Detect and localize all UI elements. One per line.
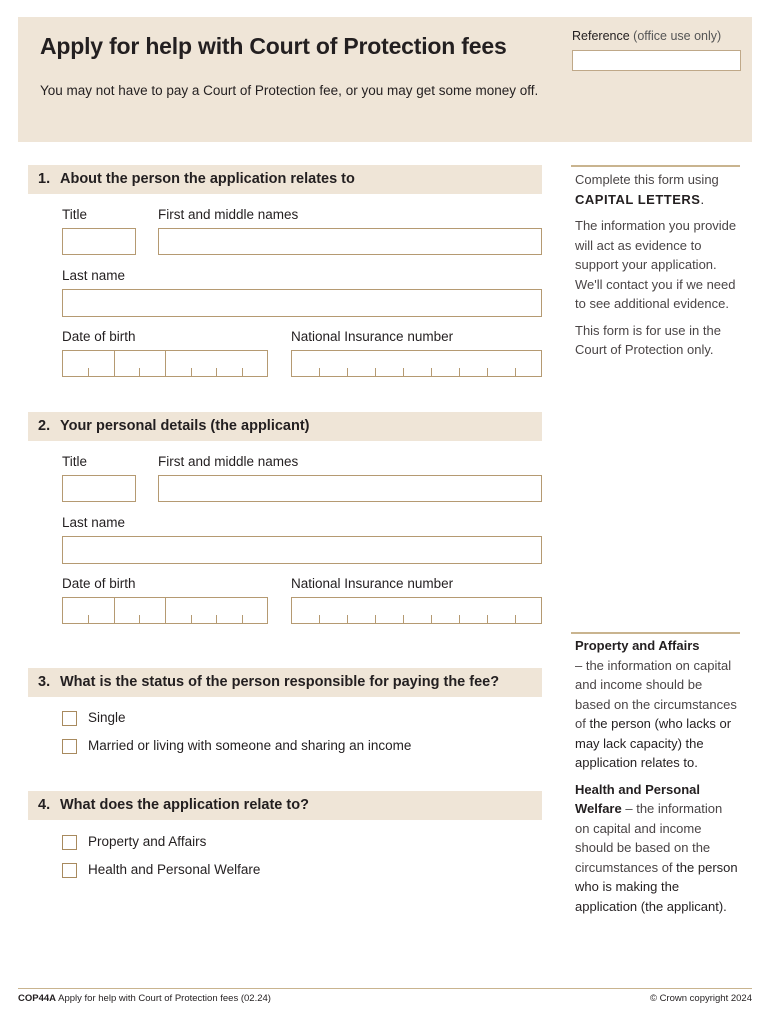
married-checkbox[interactable] <box>62 739 77 754</box>
s1-last-name-label: Last name <box>62 268 126 283</box>
health-welfare-checkbox[interactable] <box>62 863 77 878</box>
single-checkbox[interactable] <box>62 711 77 726</box>
s2-dob-field[interactable] <box>62 597 268 624</box>
s1-dob-label: Date of birth <box>62 329 136 344</box>
section-1-title: About the person the application relates to <box>60 171 355 187</box>
s1-first-names-field[interactable] <box>158 228 542 255</box>
property-affairs-checkbox[interactable] <box>62 835 77 850</box>
section-4-title: What does the application relate to? <box>60 797 309 813</box>
s1-first-names-label: First and middle names <box>158 207 299 222</box>
s1-ni-label: National Insurance number <box>291 329 454 344</box>
sidebar-instructions: Complete this form using CAPITAL LETTERS. The information you provide will act as evidence to support your application. We'll contact you if we need to see additional evidence. This form is for use in the Court of Protection only. <box>575 170 740 367</box>
s1-last-name-field[interactable] <box>62 289 542 317</box>
section-4-header: 4. What does the application relate to? <box>28 791 542 820</box>
section-1-header: 1. About the person the application relates to <box>28 165 542 194</box>
s2-first-names-label: First and middle names <box>158 454 299 469</box>
sidebar-use-text: This form is for use in the Court of Protection only. <box>575 322 721 357</box>
section-3-title: What is the status of the person responsible for paying the fee? <box>60 674 500 690</box>
page-subtitle: You may not have to pay a Court of Protection fee, or you may get some money off. <box>40 83 539 98</box>
s2-ni-field[interactable] <box>291 597 542 624</box>
s1-title-field[interactable] <box>62 228 136 255</box>
s1-ni-field[interactable] <box>291 350 542 377</box>
footer-form-id: COP44A Apply for help with Court of Protection fees (02.24) <box>18 993 271 1004</box>
s2-ni-label: National Insurance number <box>291 576 454 591</box>
section-3-header: 3. What is the status of the person responsible for paying the fee? <box>28 668 542 697</box>
married-label: Married or living with someone and sharing an income <box>88 738 412 753</box>
sidebar-rule-top <box>571 165 740 167</box>
page-title: Apply for help with Court of Protection fees <box>40 33 507 59</box>
footer-rule <box>18 988 752 989</box>
sidebar-rule-bottom <box>571 632 740 634</box>
sidebar-guidance: Property and Affairs – the information on capital and income should be based on the circumstances of the person (who lacks or may lack capacity) the application relates to. Health and Personal Welfare – the information on capital and income should be based on the circumstances of the person who is making the application (the applicant). <box>575 638 738 914</box>
footer-copyright: © Crown copyright 2024 <box>649 993 752 1004</box>
s2-first-names-field[interactable] <box>158 475 542 502</box>
reference-field[interactable] <box>572 50 741 71</box>
s1-title-label: Title <box>62 207 88 222</box>
health-welfare-label: Health and Personal Welfare <box>88 862 261 877</box>
s2-title-field[interactable] <box>62 475 136 502</box>
s1-dob-field[interactable] <box>62 350 268 377</box>
section-2-header: 2. Your personal details (the applicant) <box>28 412 542 441</box>
reference-label: Reference (office use only) <box>572 29 722 43</box>
s2-title-label: Title <box>62 454 88 469</box>
sidebar-evidence-text: The information you provide will act as evidence to support your application. We'll contact you if we need to see additional evidence. <box>575 218 737 311</box>
section-2-title: Your personal details (the applicant) <box>60 418 310 434</box>
s2-last-name-field[interactable] <box>62 536 542 564</box>
property-affairs-label: Property and Affairs <box>88 834 207 849</box>
single-label: Single <box>88 710 126 725</box>
s2-last-name-label: Last name <box>62 515 126 530</box>
s2-dob-label: Date of birth <box>62 576 136 591</box>
